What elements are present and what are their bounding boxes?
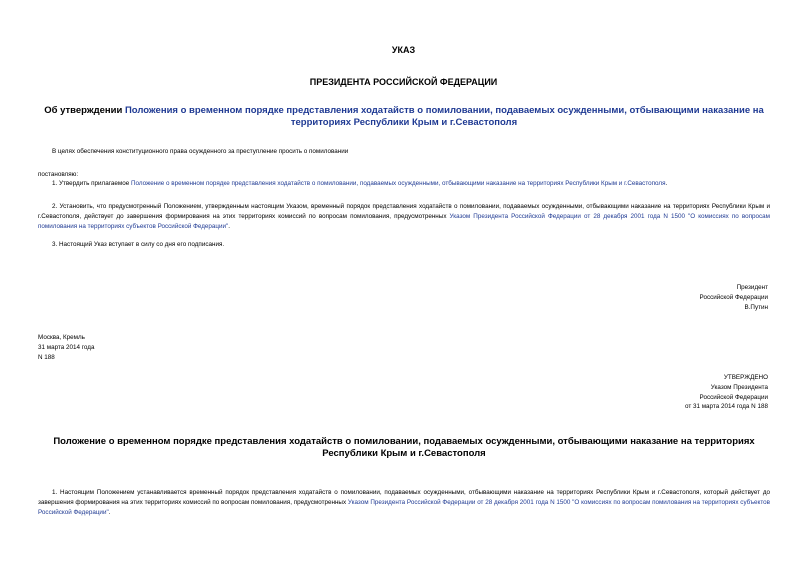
approved-date: от 31 марта 2014 года N 188 bbox=[684, 403, 768, 411]
signature-title: Президент bbox=[736, 284, 768, 291]
item-2 bbox=[38, 202, 770, 231]
signature-name: В.Путин bbox=[744, 303, 768, 311]
item1-link[interactable]: Положение о временном порядке представления ходатайств о помиловании, подаваемых осужденными, отбывающими наказание на территориях Республики Крым и г.Севастополя bbox=[130, 180, 666, 187]
preamble: В целях обеспечения конституционного права осужденного за преступление просить о помиловании bbox=[52, 148, 349, 155]
item-1 bbox=[52, 179, 772, 189]
decree-title: УКАЗ bbox=[391, 45, 416, 55]
item2-text: 2. Установить, что предусмотренный Положением, утвержденным настоящим Указом, временный порядок представления ходатайств о помиловании, подаваемых осужденными, отбывающими наказание на территориях Республики Крым и г.Севастополя, действует до завершения формирования на этих территориях комиссий по вопросам помилования, предусмотренных bbox=[38, 203, 770, 220]
regulation-p1-link[interactable]: Указом Президента Российской Федерации от 28 декабря 2001 года N 1500 "О комиссиях по вопросам помилования на территориях субъектов Российской Федерации" bbox=[38, 498, 770, 516]
item1-prefix: 1. Утвердить прилагаемое bbox=[52, 180, 131, 187]
about-link[interactable]: Положения о временном порядке представления ходатайств о помиловании, подаваемых осужденными, отбывающими наказание на территориях Республики Крым и г.Севастополя bbox=[124, 105, 764, 128]
decree-number: N 188 bbox=[38, 353, 55, 361]
signature-block bbox=[500, 283, 768, 312]
about-prefix: Об утверждении bbox=[44, 105, 125, 116]
approved-country: Российской Федерации bbox=[699, 393, 768, 401]
regulation-title: Положение о временном порядке представления ходатайств о помиловании, подаваемых осужденными, отбывающими наказание на территориях Республики Крым и г.Севастополя bbox=[53, 436, 755, 459]
item-3: 3. Настоящий Указ вступает в силу со дня его подписания. bbox=[52, 241, 225, 248]
regulation-paragraph-1 bbox=[38, 488, 770, 517]
decree-about bbox=[38, 105, 770, 129]
signature-country: Российской Федерации bbox=[699, 293, 768, 301]
approved-label: УТВЕРЖДЕНО bbox=[723, 374, 768, 381]
item2-suffix: . bbox=[228, 222, 231, 230]
decree-subtitle: ПРЕЗИДЕНТА РОССИЙСКОЙ ФЕДЕРАЦИИ bbox=[309, 77, 498, 87]
approved-block bbox=[500, 373, 768, 412]
resolve: постановляю: bbox=[38, 171, 79, 178]
date: 31 марта 2014 года bbox=[38, 343, 95, 351]
regulation-p1-text: 1. Настоящим Положением устанавливается временный порядок представления ходатайств о помиловании, подаваемых осужденными, отбывающими наказание на территориях Республики Крым и г.Севастополя, который действует до завершения формирования на этих территориях комиссий по вопросам помилования, предусмотренных bbox=[38, 489, 770, 506]
regulation-p1-suffix: . bbox=[108, 508, 111, 516]
place-date-block bbox=[38, 333, 338, 362]
item2-link[interactable]: Указом Президента Российской Федерации от 28 декабря 2001 года N 1500 "О комиссиях по вопросам помилования на территориях субъектов Российской Федерации" bbox=[38, 212, 770, 230]
place: Москва, Кремль bbox=[38, 334, 85, 341]
item1-suffix: . bbox=[665, 180, 668, 187]
approved-by: Указом Президента bbox=[710, 383, 768, 391]
